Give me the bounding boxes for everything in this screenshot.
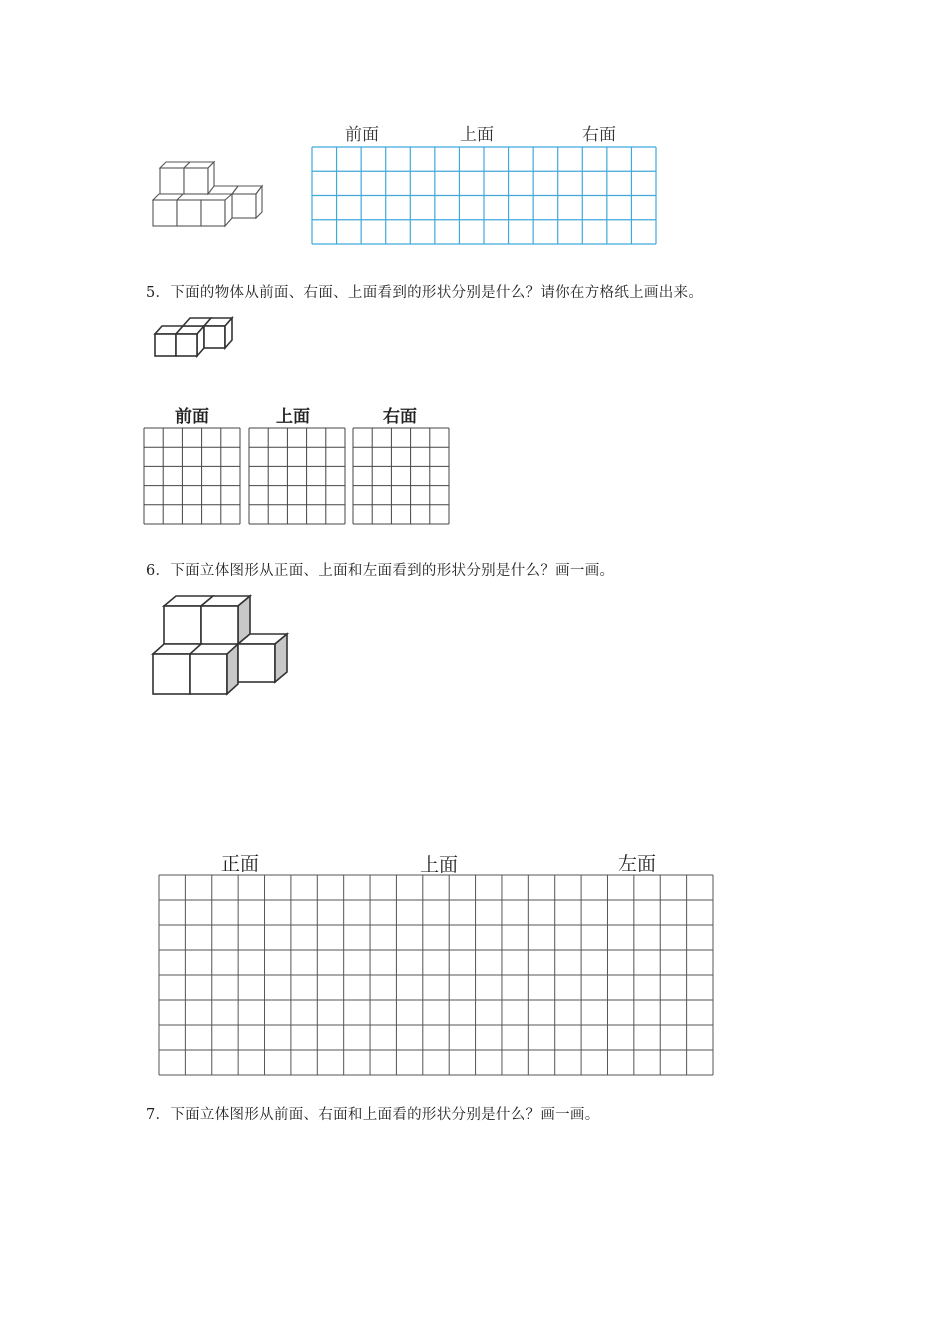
q5-label-top: 上面 (276, 407, 310, 427)
q4-label-right: 右面 (582, 125, 616, 145)
q6-label-front: 正面 (221, 853, 260, 875)
q5-cube-figure (152, 316, 252, 361)
q5-grid-right[interactable] (352, 427, 450, 525)
q6-text: 6．下面立体图形从正面、上面和左面看到的形状分别是什么？画一画。 (146, 563, 615, 579)
q5-label-right: 右面 (383, 407, 417, 427)
q4-label-top: 上面 (460, 125, 494, 145)
q5-grid-top[interactable] (248, 427, 346, 525)
q4-grid[interactable] (311, 146, 657, 245)
q6-label-left: 左面 (618, 853, 657, 875)
q5-text: 5．下面的物体从前面、右面、上面看到的形状分别是什么？请你在方格纸上画出来。 (146, 285, 704, 301)
q4-cube-figure (150, 160, 280, 230)
q6-label-top: 上面 (420, 854, 459, 876)
q5-grid-front[interactable] (143, 427, 241, 525)
q5-label-front: 前面 (175, 407, 209, 427)
q4-label-front: 前面 (345, 125, 379, 145)
q7-text: 7．下面立体图形从前面、右面和上面看的形状分别是什么？画一画。 (146, 1107, 600, 1123)
q6-cube-figure (150, 594, 290, 699)
q6-grid[interactable] (158, 874, 714, 1076)
